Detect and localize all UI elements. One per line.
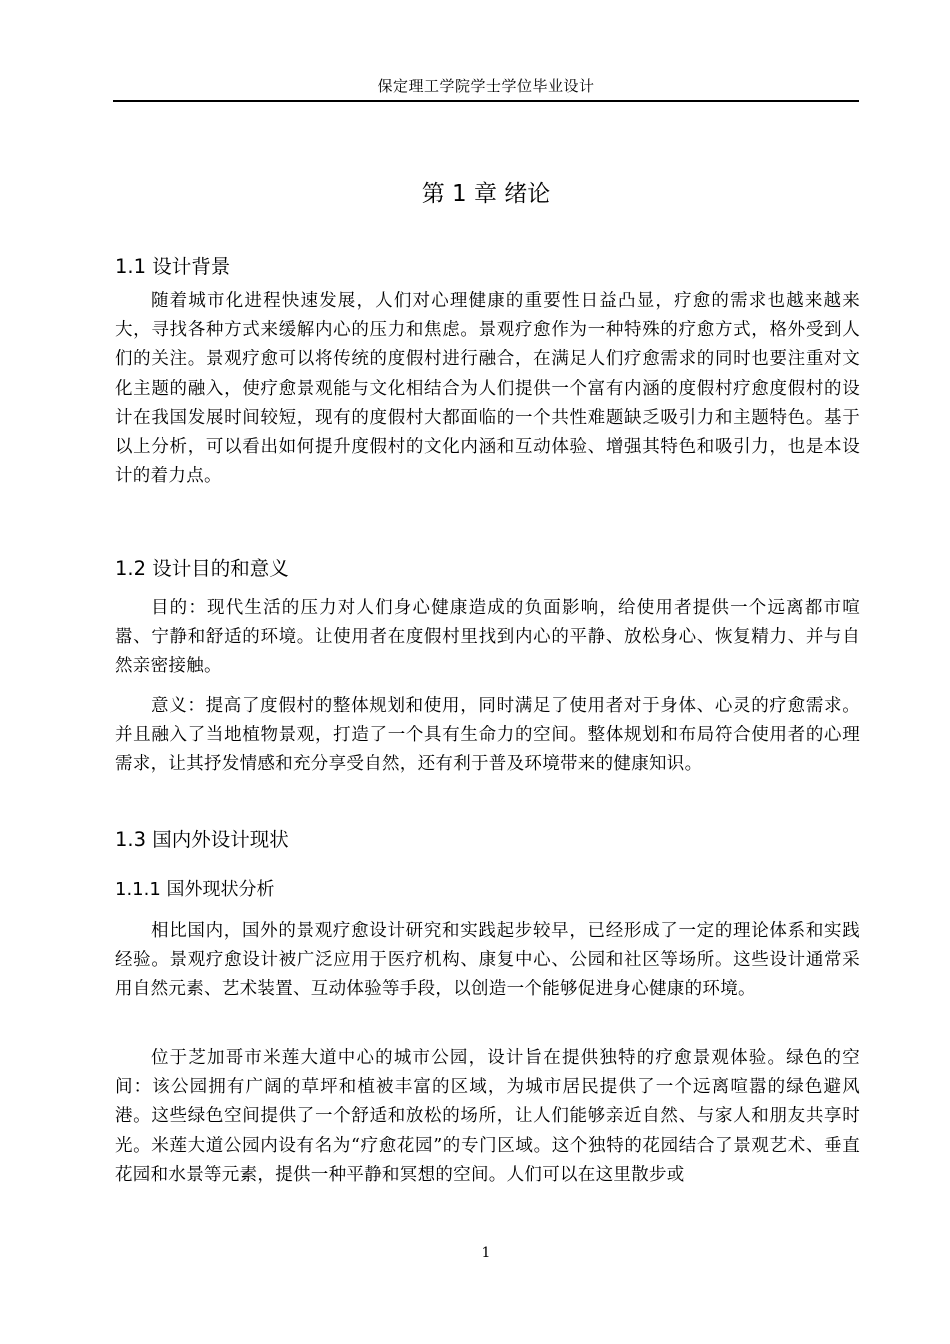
section-heading-status: 1.3 国内外设计现状 <box>115 828 289 851</box>
running-header: 保定理工学院学士学位毕业设计 <box>377 77 595 95</box>
paragraph-background: 随着城市化进程快速发展，人们对心理健康的重要性日益凸显，疗愈的需求也越来越来大，寻找各种方式来缓解内心的压力和焦虑。景观疗愈作为一种特殊的疗愈方式，格外受到人们的关注。景观疗愈可以将传统的度假村进行融合，在满足人们疗愈需求的同时也要注重对文化主题的融入，使疗愈景观能与文化相结合为人们提供一个富有内涵的度假村疗愈度假村的设计在我国发展时间较短，现有的度假村大都面临的一个共性难题缺乏吸引力和主题特色。基于以上分析，可以看出如何提升度假村的文化内涵和互动体验、增强其特色和吸引力，也是本设计的着力点。 <box>115 291 860 487</box>
section-heading-purpose: 1.2 设计目的和意义 <box>115 557 289 580</box>
header-rule <box>113 100 859 102</box>
page-number: 1 <box>481 1245 491 1261</box>
chapter-title: 第 1 章 绪论 <box>421 181 551 207</box>
paragraph-purpose-goal: 目的：现代生活的压力对人们身心健康造成的负面影响，给使用者提供一个远离都市喧嚣、宁静和舒适的环境。让使用者在度假村里找到内心的平静、放松身心、恢复精力、并与自然亲密接触。 <box>115 598 860 677</box>
paragraph-foreign-1: 相比国内，国外的景观疗愈设计研究和实践起步较早，已经形成了一定的理论体系和实践经验。景观疗愈设计被广泛应用于医疗机构、康复中心、公园和社区等场所。这些设计通常采用自然元素、艺术装置、互动体验等手段，以创造一个能够促进身心健康的环境。 <box>115 921 860 1000</box>
paragraph-foreign-2: 位于芝加哥市米莲大道中心的城市公园，设计旨在提供独特的疗愈景观体验。绿色的空间：该公园拥有广阔的草坪和植被丰富的区域，为城市居民提供了一个远离喧嚣的绿色避风港。这些绿色空间提供了一个舒适和放松的场所，让人们能够亲近自然、与家人和朋友共享时光。米莲大道公园内设有名为“疗愈花园”的专门区域。这个独特的花园结合了景观艺术、垂直花园和水景等元素，提供一种平静和冥想的空间。人们可以在这里散步或 <box>115 1048 860 1185</box>
paragraph-purpose-meaning: 意义：提高了度假村的整体规划和使用，同时满足了使用者对于身体、心灵的疗愈需求。并且融入了当地植物景观，打造了一个具有生命力的空间。整体规划和布局符合使用者的心理需求，让其抒发情感和充分享受自然，还有利于普及环境带来的健康知识。 <box>115 696 860 775</box>
section-heading-background: 1.1 设计背景 <box>115 255 231 278</box>
subsection-heading-foreign: 1.1.1 国外现状分析 <box>115 879 275 900</box>
